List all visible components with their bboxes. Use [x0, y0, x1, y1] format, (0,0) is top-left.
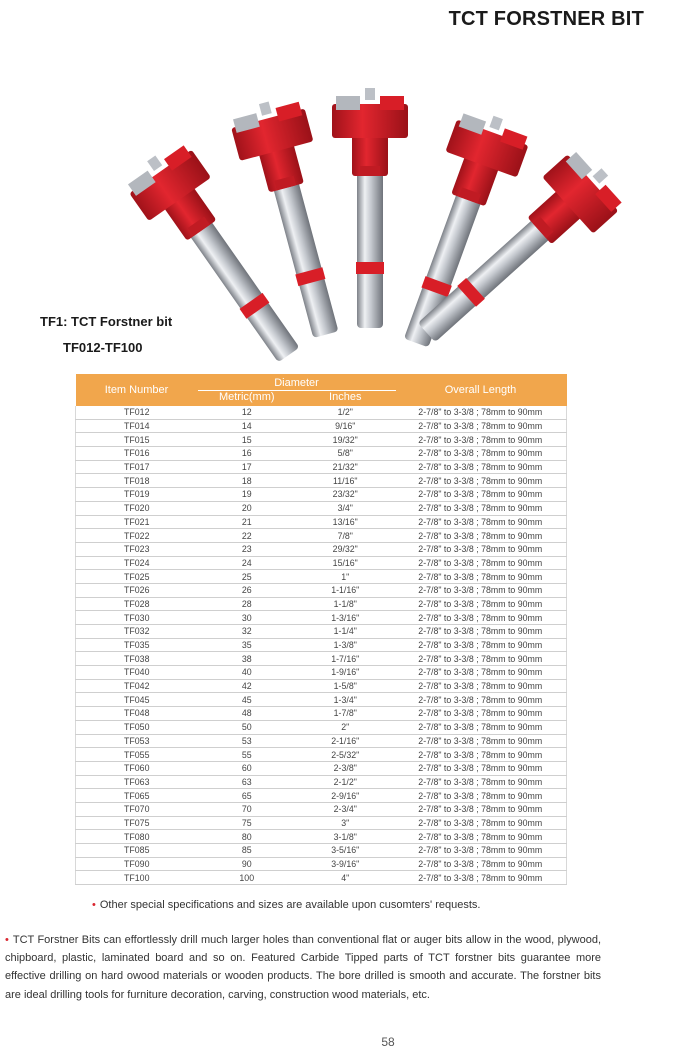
cell-metric: 15: [198, 433, 297, 447]
cell-length: 2-7/8" to 3-3/8 ; 78mm to 90mm: [395, 597, 567, 611]
table-row: [76, 488, 567, 502]
page-number: 58: [381, 1035, 395, 1049]
cell-item: TF014: [76, 419, 198, 433]
cell-inches: 1-1/4": [296, 625, 395, 639]
cell-inches: 1-1/8": [296, 597, 395, 611]
cell-metric: 45: [198, 693, 297, 707]
cell-length: 2-7/8" to 3-3/8 ; 78mm to 90mm: [395, 830, 567, 844]
cell-inches: 7/8": [296, 529, 395, 543]
cell-length: 2-7/8" to 3-3/8 ; 78mm to 90mm: [395, 583, 567, 597]
cell-length: 2-7/8" to 3-3/8 ; 78mm to 90mm: [395, 501, 567, 515]
cell-inches: 3-9/16": [296, 857, 395, 871]
cell-metric: 28: [198, 597, 297, 611]
product-range: TF012-TF100: [63, 340, 143, 355]
cell-metric: 24: [198, 556, 297, 570]
cell-item: TF080: [76, 830, 198, 844]
cell-item: TF030: [76, 611, 198, 625]
cell-length: 2-7/8" to 3-3/8 ; 78mm to 90mm: [395, 570, 567, 584]
cell-inches: 2-1/16": [296, 734, 395, 748]
table-row: [76, 679, 567, 693]
cell-metric: 21: [198, 515, 297, 529]
cell-metric: 19: [198, 488, 297, 502]
header-diameter-label: Diameter: [198, 377, 396, 391]
cell-metric: 32: [198, 625, 297, 639]
cell-item: TF100: [76, 871, 198, 885]
header-diameter: [198, 374, 395, 391]
cell-inches: 1-1/16": [296, 583, 395, 597]
cell-inches: 19/32": [296, 433, 395, 447]
cell-length: 2-7/8" to 3-3/8 ; 78mm to 90mm: [395, 857, 567, 871]
cell-inches: 9/16": [296, 419, 395, 433]
cell-inches: 2-3/8": [296, 761, 395, 775]
table-row: [76, 816, 567, 830]
table-row: [76, 515, 567, 529]
cell-metric: 53: [198, 734, 297, 748]
product-caption: TF1: TCT Forstner bit: [40, 314, 173, 329]
cell-inches: 1-3/8": [296, 638, 395, 652]
cell-length: 2-7/8" to 3-3/8 ; 78mm to 90mm: [395, 679, 567, 693]
cell-item: TF032: [76, 625, 198, 639]
cell-inches: 29/32": [296, 542, 395, 556]
cell-inches: 2-1/2": [296, 775, 395, 789]
table-row: [76, 857, 567, 871]
cell-length: 2-7/8" to 3-3/8 ; 78mm to 90mm: [395, 419, 567, 433]
table-row: [76, 775, 567, 789]
cell-length: 2-7/8" to 3-3/8 ; 78mm to 90mm: [395, 611, 567, 625]
table-row: [76, 652, 567, 666]
cell-inches: 3/4": [296, 501, 395, 515]
table-row: [76, 693, 567, 707]
cell-inches: 1": [296, 570, 395, 584]
cell-metric: 26: [198, 583, 297, 597]
cell-length: 2-7/8" to 3-3/8 ; 78mm to 90mm: [395, 748, 567, 762]
cell-inches: 21/32": [296, 460, 395, 474]
cell-item: TF040: [76, 666, 198, 680]
description-text: TCT Forstner Bits can effortlessly drill much larger holes than conventional flat or auger bits allow in the wood, plywood, chipboard, plastic, laminated board and so on. Featured Carbide Tipped parts of TCT forstner bits guarantee more effective drilling on hard owood materials or wooden products. The bore drilled is smooth and accurate. The forstner bits are ideal drilling tools for furniture decoration, carving, construction wood materials, etc.: [5, 934, 601, 1001]
cell-length: 2-7/8" to 3-3/8 ; 78mm to 90mm: [395, 761, 567, 775]
table-row: [76, 611, 567, 625]
cell-inches: 1-7/8": [296, 707, 395, 721]
table-row: [76, 474, 567, 488]
cell-inches: 13/16": [296, 515, 395, 529]
cell-item: TF075: [76, 816, 198, 830]
cell-item: TF070: [76, 802, 198, 816]
cell-inches: 2-3/4": [296, 802, 395, 816]
cell-inches: 4": [296, 871, 395, 885]
table-row: [76, 844, 567, 858]
forstner-bits-photo: [100, 78, 640, 368]
cell-item: TF045: [76, 693, 198, 707]
cell-length: 2-7/8" to 3-3/8 ; 78mm to 90mm: [395, 720, 567, 734]
cell-length: 2-7/8" to 3-3/8 ; 78mm to 90mm: [395, 652, 567, 666]
table-row: [76, 830, 567, 844]
cell-item: TF021: [76, 515, 198, 529]
cell-length: 2-7/8" to 3-3/8 ; 78mm to 90mm: [395, 542, 567, 556]
product-description: [5, 931, 601, 1004]
header-overall-length: Overall Length: [395, 374, 567, 406]
table-row: [76, 447, 567, 461]
cell-item: TF015: [76, 433, 198, 447]
table-row: [76, 638, 567, 652]
special-specs-note: [92, 899, 480, 911]
cell-length: 2-7/8" to 3-3/8 ; 78mm to 90mm: [395, 406, 567, 419]
cell-length: 2-7/8" to 3-3/8 ; 78mm to 90mm: [395, 638, 567, 652]
table-row: [76, 748, 567, 762]
cell-metric: 40: [198, 666, 297, 680]
cell-item: TF012: [76, 406, 198, 419]
cell-metric: 35: [198, 638, 297, 652]
table-row: [76, 570, 567, 584]
bullet-icon: •: [5, 934, 9, 946]
cell-metric: 65: [198, 789, 297, 803]
table-row: [76, 542, 567, 556]
cell-item: TF042: [76, 679, 198, 693]
cell-metric: 25: [198, 570, 297, 584]
cell-length: 2-7/8" to 3-3/8 ; 78mm to 90mm: [395, 529, 567, 543]
cell-item: TF018: [76, 474, 198, 488]
cell-length: 2-7/8" to 3-3/8 ; 78mm to 90mm: [395, 447, 567, 461]
cell-metric: 38: [198, 652, 297, 666]
bit-3: [332, 88, 408, 328]
cell-item: TF063: [76, 775, 198, 789]
cell-metric: 63: [198, 775, 297, 789]
cell-inches: 1-3/4": [296, 693, 395, 707]
cell-length: 2-7/8" to 3-3/8 ; 78mm to 90mm: [395, 515, 567, 529]
cell-item: TF028: [76, 597, 198, 611]
table-row: [76, 734, 567, 748]
cell-item: TF090: [76, 857, 198, 871]
cell-length: 2-7/8" to 3-3/8 ; 78mm to 90mm: [395, 488, 567, 502]
cell-item: TF055: [76, 748, 198, 762]
header-metric: Metric(mm): [198, 391, 297, 406]
cell-inches: 3-5/16": [296, 844, 395, 858]
table-row: [76, 529, 567, 543]
table-row: [76, 707, 567, 721]
cell-item: TF038: [76, 652, 198, 666]
table-row: [76, 666, 567, 680]
cell-metric: 22: [198, 529, 297, 543]
cell-inches: 1-3/16": [296, 611, 395, 625]
table-row: [76, 597, 567, 611]
table-row: [76, 720, 567, 734]
cell-inches: 1-5/8": [296, 679, 395, 693]
cell-length: 2-7/8" to 3-3/8 ; 78mm to 90mm: [395, 775, 567, 789]
cell-item: TF016: [76, 447, 198, 461]
cell-item: TF023: [76, 542, 198, 556]
cell-metric: 30: [198, 611, 297, 625]
cell-item: TF050: [76, 720, 198, 734]
cell-inches: 1/2": [296, 406, 395, 419]
cell-item: TF025: [76, 570, 198, 584]
cell-length: 2-7/8" to 3-3/8 ; 78mm to 90mm: [395, 789, 567, 803]
cell-metric: 48: [198, 707, 297, 721]
cell-inches: 11/16": [296, 474, 395, 488]
table-row: [76, 419, 567, 433]
cell-metric: 18: [198, 474, 297, 488]
cell-inches: 1-9/16": [296, 666, 395, 680]
cell-metric: 14: [198, 419, 297, 433]
cell-length: 2-7/8" to 3-3/8 ; 78mm to 90mm: [395, 556, 567, 570]
cell-metric: 23: [198, 542, 297, 556]
cell-inches: 3-1/8": [296, 830, 395, 844]
table-row: [76, 802, 567, 816]
cell-item: TF020: [76, 501, 198, 515]
table-row: [76, 871, 567, 885]
cell-length: 2-7/8" to 3-3/8 ; 78mm to 90mm: [395, 666, 567, 680]
cell-inches: 2": [296, 720, 395, 734]
cell-length: 2-7/8" to 3-3/8 ; 78mm to 90mm: [395, 844, 567, 858]
cell-item: TF024: [76, 556, 198, 570]
cell-metric: 20: [198, 501, 297, 515]
cell-length: 2-7/8" to 3-3/8 ; 78mm to 90mm: [395, 625, 567, 639]
table-row: [76, 625, 567, 639]
cell-metric: 55: [198, 748, 297, 762]
note-text: Other special specifications and sizes are available upon cusomters' requests.: [99, 899, 481, 911]
table-row: [76, 556, 567, 570]
cell-metric: 16: [198, 447, 297, 461]
cell-length: 2-7/8" to 3-3/8 ; 78mm to 90mm: [395, 433, 567, 447]
cell-length: 2-7/8" to 3-3/8 ; 78mm to 90mm: [395, 802, 567, 816]
table-row: [76, 789, 567, 803]
cell-length: 2-7/8" to 3-3/8 ; 78mm to 90mm: [395, 871, 567, 885]
cell-inches: 1-7/16": [296, 652, 395, 666]
cell-metric: 50: [198, 720, 297, 734]
cell-length: 2-7/8" to 3-3/8 ; 78mm to 90mm: [395, 474, 567, 488]
cell-item: TF022: [76, 529, 198, 543]
table-row: [76, 433, 567, 447]
bullet-icon: •: [92, 899, 96, 911]
cell-inches: 15/16": [296, 556, 395, 570]
cell-metric: 90: [198, 857, 297, 871]
table-row: [76, 761, 567, 775]
cell-length: 2-7/8" to 3-3/8 ; 78mm to 90mm: [395, 734, 567, 748]
cell-item: TF026: [76, 583, 198, 597]
cell-metric: 17: [198, 460, 297, 474]
cell-inches: 2-9/16": [296, 789, 395, 803]
table-row: [76, 501, 567, 515]
header-item-number: Item Number: [76, 374, 198, 406]
cell-item: TF019: [76, 488, 198, 502]
cell-length: 2-7/8" to 3-3/8 ; 78mm to 90mm: [395, 707, 567, 721]
cell-metric: 42: [198, 679, 297, 693]
cell-inches: 5/8": [296, 447, 395, 461]
cell-length: 2-7/8" to 3-3/8 ; 78mm to 90mm: [395, 816, 567, 830]
cell-item: TF048: [76, 707, 198, 721]
cell-inches: 2-5/32": [296, 748, 395, 762]
cell-item: TF065: [76, 789, 198, 803]
cell-length: 2-7/8" to 3-3/8 ; 78mm to 90mm: [395, 693, 567, 707]
cell-metric: 60: [198, 761, 297, 775]
table-row: [76, 583, 567, 597]
cell-item: TF017: [76, 460, 198, 474]
header-inches: Inches: [296, 391, 395, 406]
cell-item: TF053: [76, 734, 198, 748]
cell-metric: 100: [198, 871, 297, 885]
cell-item: TF035: [76, 638, 198, 652]
cell-inches: 3": [296, 816, 395, 830]
cell-item: TF085: [76, 844, 198, 858]
spec-table-body: [76, 406, 567, 885]
cell-metric: 70: [198, 802, 297, 816]
cell-item: TF060: [76, 761, 198, 775]
cell-metric: 12: [198, 406, 297, 419]
page-title: TCT FORSTNER BIT: [448, 8, 644, 30]
spec-table: [75, 374, 567, 885]
cell-length: 2-7/8" to 3-3/8 ; 78mm to 90mm: [395, 460, 567, 474]
cell-metric: 80: [198, 830, 297, 844]
cell-metric: 75: [198, 816, 297, 830]
cell-metric: 85: [198, 844, 297, 858]
cell-inches: 23/32": [296, 488, 395, 502]
table-row: [76, 406, 567, 419]
table-row: [76, 460, 567, 474]
